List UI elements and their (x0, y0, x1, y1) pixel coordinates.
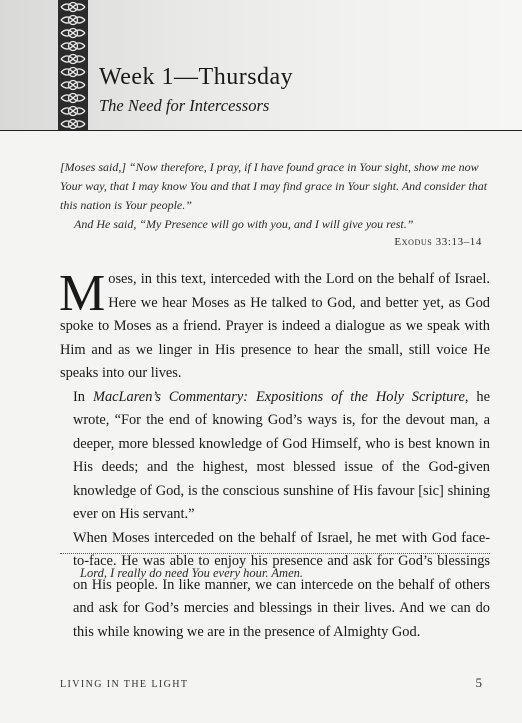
closing-prayer: Lord, I really do need You every hour. Amen. (80, 566, 304, 580)
paragraph-1-text: oses, in this text, interceded with the Lord on the behalf of Israel. Here we hear Moses as He talked to God, and better yet, as God spoke to Moses as a friend. Prayer is indeed a dialogue as we speak with Him and as we linger in His presence to hear the small, still voice He speaks into our lives. (60, 271, 490, 381)
paragraph-1 (59, 265, 490, 386)
book-title-citation: MacLaren’s Commentary: Expositions of the Holy Scripture (92, 388, 465, 405)
page-number: 5 (475, 675, 482, 690)
day-subtitle: The Need for Intercessors (99, 96, 270, 115)
scripture-text-continued: And He said, “My Presence will go with you, and I will give you rest.” (74, 217, 414, 231)
scripture-text: [Moses said,] “Now therefore, I pray, if I have found grace in Your sight, show me now Your way, that I may know You and that I may find grace in Your sight. And consider that this nation is Your people.” (60, 160, 488, 212)
week-title: Week 1—Thursday (99, 64, 294, 90)
devotional-body (59, 265, 490, 644)
dotted-divider (60, 553, 490, 554)
running-footer-title: LIVING IN THE LIGHT (60, 679, 189, 690)
drop-cap: M (59, 265, 106, 322)
scripture-quote (60, 158, 490, 234)
chapter-header (0, 0, 522, 131)
paragraph-2-lead: In (73, 388, 93, 405)
paragraph-2 (60, 386, 490, 527)
scripture-reference: Exodus 33:13–14 (394, 236, 482, 248)
paragraph-2-text: , he wrote, “For the end of knowing God’s ways is, for the devout man, a deeper, more blessed knowledge of God Himself, who is best known in His deeds; and the highest, most blessed issue of the God-given knowledge of God, is the conscious sunshine of His favour [sic] shining ever on His servant.” (73, 388, 490, 522)
paragraph-3: When Moses interceded on the behalf of Israel, he met with God face-to-face. He was able to enjoy his presence and ask for God’s blessings on His people. In like manner, we can intercede on the behalf of others and ask for God’s mercies and blessings in their lives. And we can do this while knowing we are in the presence of Almighty God. (73, 529, 490, 640)
ornament-band-icon (58, 0, 88, 130)
